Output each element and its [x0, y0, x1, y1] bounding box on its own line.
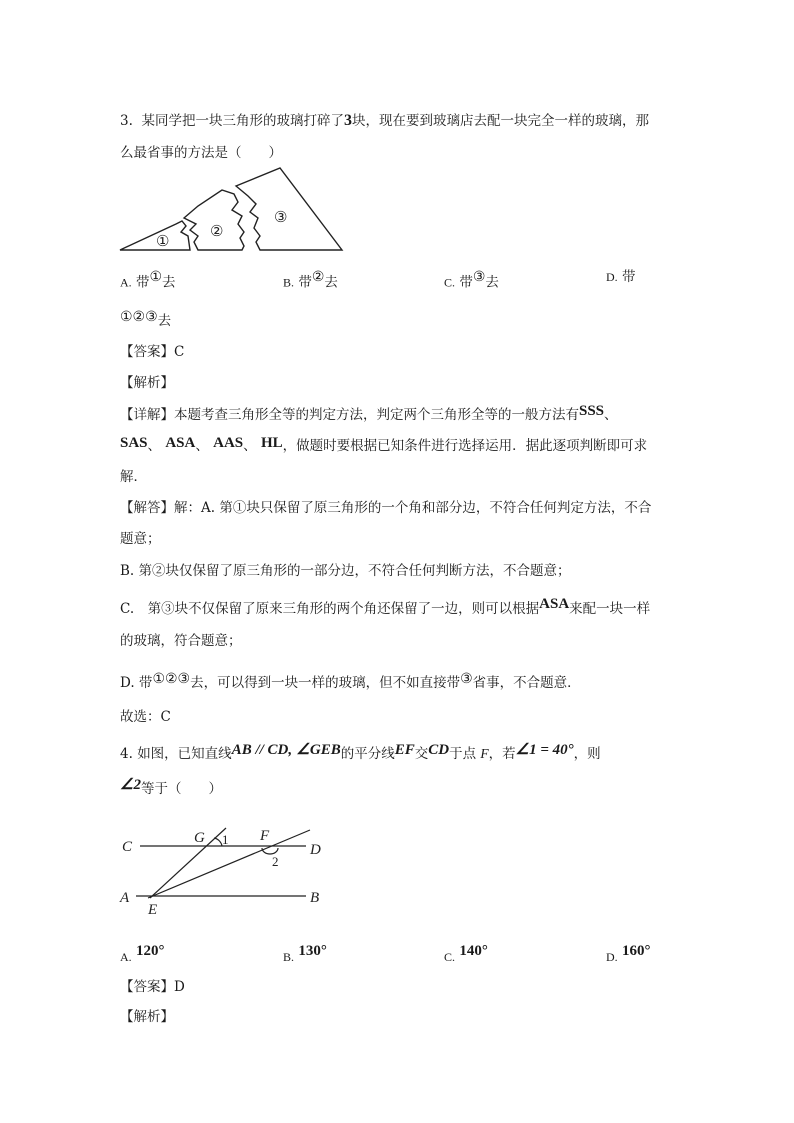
- q4-stem-line1: [120, 742, 601, 763]
- q3-solution-d-circ2: ③: [460, 671, 473, 687]
- q3-number: 3.: [120, 113, 133, 129]
- q4-option-a-letter: A.: [120, 950, 132, 964]
- q4-option-a[interactable]: [120, 942, 165, 964]
- q3-analysis-head: 【解析】: [120, 375, 174, 391]
- q3-solution-c-b: 来配一块一样: [569, 601, 651, 617]
- label-a: A: [120, 890, 130, 906]
- label-d: D: [310, 842, 321, 858]
- glass-piece-3: [236, 168, 342, 250]
- q3-option-b-post: 去: [324, 274, 338, 291]
- q3-solution-d-circ: ①②③: [152, 671, 191, 687]
- label-f: F: [260, 828, 270, 844]
- q4-ef: EF: [394, 742, 415, 758]
- q3-option-d[interactable]: [606, 268, 635, 286]
- q4-parallel-lines-figure: [118, 822, 328, 918]
- q3-solution-c-a: C. 第③块不仅保留了原来三角形的两个角还保留了一边，则可以根据: [120, 601, 540, 617]
- q3-three: 3: [343, 112, 352, 129]
- q3-sas: SAS: [120, 435, 148, 451]
- q4-option-d-letter: D.: [606, 950, 618, 964]
- q3-option-a-pre: 带: [135, 274, 150, 291]
- q3-solution-b: B. 第②块仅保留了原三角形的一部分边，不符合任何判断方法，不合题意；: [120, 563, 571, 579]
- q3-option-a-circ: ①: [149, 269, 163, 285]
- q3-solution-c-line1: [120, 596, 651, 618]
- q4-option-b[interactable]: [283, 942, 327, 964]
- q3-option-b-circ: ②: [311, 269, 325, 285]
- q3-detail-a: 【详解】本题考查三角形全等的判定方法，判定两个三角形全等的一般方法有: [120, 407, 579, 423]
- q4-option-b-value: 130°: [298, 943, 327, 959]
- q4-ab-parallel-cd: AB // CD: [231, 742, 289, 758]
- q4-option-c-letter: C.: [444, 950, 456, 964]
- q3-sep-2: 、: [147, 438, 162, 454]
- q4-stem-f: ，则: [573, 746, 601, 762]
- q3-sep-4: 、: [243, 438, 257, 454]
- q3-stem-a: 某同学把一块三角形的玻璃打碎了: [141, 113, 344, 129]
- q3-option-a-post: 去: [162, 274, 176, 291]
- q3-option-a[interactable]: [120, 268, 176, 292]
- glass-piece-label-3: ③: [274, 210, 288, 226]
- q3-option-c-post: 去: [485, 274, 499, 291]
- q4-stem-c: 交: [414, 746, 429, 762]
- q4-stem-d: 于点: [449, 746, 477, 762]
- q3-option-b-pre: 带: [298, 274, 312, 291]
- q3-detail-line1: [120, 403, 618, 424]
- q4-option-d-value: 160°: [621, 943, 651, 959]
- q4-option-b-letter: B.: [283, 950, 295, 964]
- q3-solution-d-a: D. 带: [120, 675, 153, 691]
- q3-detail-b: ，做题时要根据已知条件进行选择运用．据此逐项判断即可求: [282, 438, 648, 454]
- glass-piece-1: [120, 221, 190, 250]
- q4-option-c-value: 140°: [459, 943, 488, 959]
- q4-angle1: ∠1 = 40°: [515, 742, 574, 758]
- q3-stem-line1: [120, 112, 649, 130]
- q3-option-b-letter: B.: [283, 275, 295, 290]
- q3-option-d-letter: D.: [606, 270, 618, 284]
- q3-option-d-circ: ①②③: [120, 309, 158, 325]
- q3-solution-c-line2: 的玻璃，符合题意；: [120, 633, 242, 649]
- q3-aas: AAS: [213, 435, 244, 451]
- q3-sss: SSS: [579, 403, 605, 419]
- q4-stem-line2: [120, 777, 222, 798]
- q4-stem-b: 的平分线: [340, 746, 395, 762]
- q3-conclusion: 故选：C: [120, 709, 171, 725]
- q3-sep-1: 、: [604, 407, 618, 423]
- q3-stem-b: 块，现在要到玻璃店去配一块完全一样的玻璃，那: [351, 113, 649, 129]
- label-b: B: [310, 890, 320, 906]
- q4-comma: ,: [288, 742, 293, 758]
- q3-solution-c-asa: ASA: [539, 596, 570, 612]
- q3-solution-a-line2: 题意；: [120, 531, 161, 547]
- q3-sep-3: 、: [195, 438, 209, 454]
- q3-solution-d-b: 去，可以得到一块一样的玻璃，但不如直接带: [190, 675, 461, 691]
- q3-answer: 【答案】C: [120, 344, 185, 360]
- q4-option-d[interactable]: [606, 942, 651, 964]
- q3-option-c-letter: C.: [444, 275, 456, 290]
- q3-option-b[interactable]: [283, 268, 338, 292]
- label-2: 2: [272, 854, 279, 869]
- label-1: 1: [222, 832, 229, 847]
- q3-option-c[interactable]: [444, 268, 499, 292]
- q3-option-d-post: 去: [157, 313, 172, 329]
- glass-piece-label-2: ②: [210, 224, 224, 240]
- q4-answer: 【答案】D: [120, 979, 185, 995]
- q4-angle2: ∠2: [120, 777, 141, 793]
- q4-option-a-value: 120°: [135, 943, 165, 959]
- q3-asa: ASA: [165, 435, 196, 451]
- q4-analysis-head: 【解析】: [120, 1009, 174, 1025]
- q4-angle-geb: ∠GEB: [296, 742, 341, 758]
- q3-option-a-letter: A.: [120, 275, 132, 290]
- q3-detail-line3: 解．: [120, 469, 147, 485]
- q3-detail-line2: [120, 437, 647, 455]
- q4-cd: CD: [428, 742, 450, 758]
- q3-solution-d: [120, 671, 581, 692]
- q3-solution-a-line1: 【解答】解：A. 第①块只保留了原三角形的一个角和部分边，不符合任何判定方法，不合: [120, 500, 652, 516]
- q4-stem-e: ，若: [488, 746, 516, 762]
- q4-number: 4.: [120, 746, 133, 762]
- q3-option-d-cont: [120, 308, 172, 329]
- q3-option-c-circ: ③: [472, 269, 486, 285]
- q3-hl: HL: [260, 435, 283, 451]
- q4-stem-g: 等于（ ）: [140, 781, 222, 797]
- q3-broken-glass-figure: [118, 166, 350, 256]
- q3-option-d-pre: 带: [621, 269, 636, 285]
- angle-1-arc: [214, 838, 222, 846]
- q3-stem-line2: 么最省事的方法是（ ）: [120, 145, 282, 161]
- glass-piece-2: [184, 190, 244, 250]
- q3-solution-d-c: 省事，不合题意．: [472, 675, 581, 691]
- q4-stem-a: 如图，已知直线: [137, 746, 232, 762]
- line-ef: [148, 830, 310, 898]
- glass-piece-label-1: ①: [156, 234, 170, 250]
- label-c: C: [122, 839, 133, 855]
- label-e: E: [148, 902, 158, 918]
- q4-option-c[interactable]: [444, 942, 488, 964]
- label-g: G: [194, 830, 205, 846]
- q3-option-c-pre: 带: [459, 274, 473, 291]
- q4-point-f: F: [480, 746, 489, 761]
